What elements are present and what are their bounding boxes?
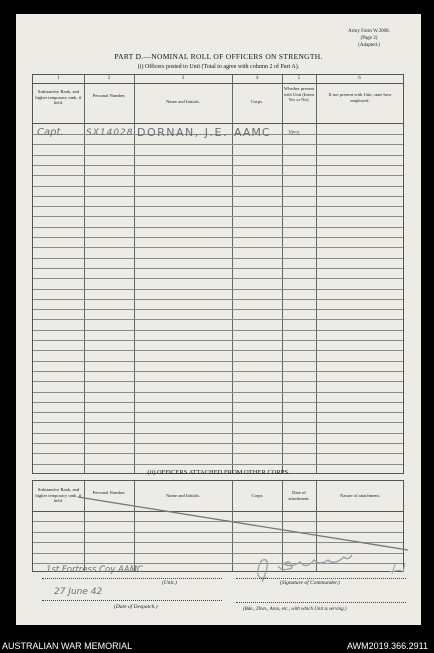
entry-name: DORNAN, J.E.	[137, 126, 228, 139]
column-number: 6	[358, 76, 361, 81]
column-header: Name and Initials.	[166, 99, 200, 104]
column-number: 1	[57, 76, 60, 81]
column-number: 3	[181, 76, 185, 81]
credit-left: AUSTRALIAN WAR MEMORIAL	[2, 641, 133, 651]
column-number: 4	[255, 76, 259, 81]
section2-title: (ii) OFFICERS ATTACHED FROM OTHER CORPS.	[147, 469, 290, 476]
signature-caption: (Signature of Commander.)	[280, 580, 340, 586]
column-header: Substantive Rank, and higher temporary rank, if held.	[35, 89, 82, 105]
despatch-date-value: 27 June 42	[54, 587, 103, 597]
form-ref-line: (Adapted.)	[358, 43, 380, 48]
column-header: Corps.	[250, 99, 264, 104]
column-header: Corps	[251, 493, 263, 498]
column-header: Whether present with Unit (Insert Yes or No).	[283, 86, 315, 102]
location-caption: (Bde., Divn., Area, etc., with which Unit is serving.)	[243, 607, 347, 612]
signature-line	[236, 578, 406, 579]
date-caption: (Date of Despatch.)	[114, 604, 158, 610]
form-page	[16, 14, 421, 625]
column-header: Nature of attachment.	[340, 493, 380, 498]
signature-svg	[16, 14, 421, 625]
column-number: 2	[107, 76, 111, 81]
form-ref-line: (Page 2)	[360, 36, 378, 41]
section-subtitle: (i) Officers posted to Unit (Total to agree with column 2 of Part A).	[137, 64, 300, 70]
column-header: Name and Initials.	[166, 493, 200, 498]
column-header: Substantive Rank, and higher temporary rank, if held.	[35, 487, 82, 503]
column-header: Personal Number.	[92, 490, 126, 495]
column-header: Personal Number.	[92, 93, 126, 98]
column-number: 5	[297, 76, 301, 81]
entry-rank: Capt.	[37, 127, 64, 138]
entry-corps: AAMC	[234, 126, 271, 139]
unit-caption: (Unit.)	[162, 580, 177, 586]
signature-date-mark	[389, 563, 405, 574]
entry-present: Yes	[288, 129, 300, 137]
strike-line	[78, 497, 408, 550]
column-header: Date of attachment.	[288, 490, 310, 501]
column-header: If not present with Unit, state how employed.	[328, 92, 392, 103]
unit-value: 1st Fortress Coy AAMC	[46, 565, 143, 575]
part-title: PART D.—NOMINAL ROLL OF OFFICERS ON STRENGTH.	[114, 52, 323, 61]
form-ref-line: Army Form W.3008.	[348, 29, 390, 34]
entry-number: SX14028	[86, 128, 134, 138]
date-line	[42, 600, 222, 601]
credit-right: AWM2019.366.2911	[346, 641, 428, 651]
location-line	[236, 602, 406, 603]
